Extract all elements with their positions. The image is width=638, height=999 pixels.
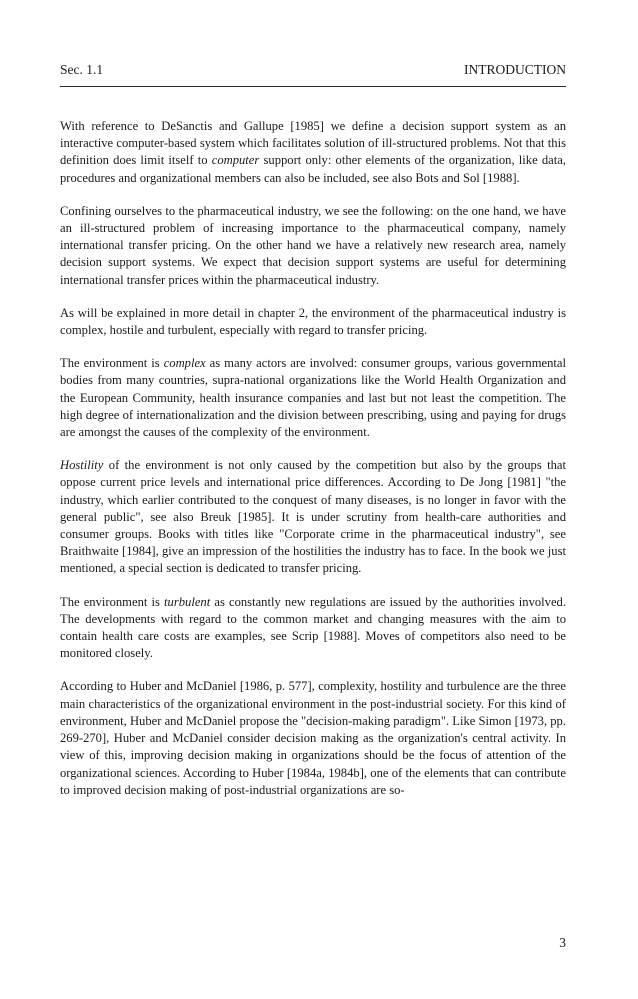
text-run: as many actors are involved: consumer groups, various governmental bodies from many countries, supra-national organizations like the World Health Organization and the European Community, health insurance companies and last but not least the competition. The high degree of internationalization and the division between prescribing, using and paying for drugs are amongst the causes of the complexity of the environment. — [60, 356, 566, 440]
page-number: 3 — [559, 935, 566, 950]
text-run: The environment is — [60, 594, 165, 609]
text-run: as constantly new regulations are issued by the authorities involved. The developments with regard to the common market and changing measures with the aim to contain health care costs are examples, see Scrip [1988]. Moves of competitors also need to be monitored closely. — [60, 594, 566, 661]
header-rule — [60, 86, 566, 87]
running-header — [60, 62, 566, 78]
section-label: Sec. 1.1 — [60, 62, 104, 77]
paragraph — [60, 203, 566, 289]
text-run: The environment is — [60, 356, 164, 371]
text-run: support only: other elements of the organization, like data, procedures and organizational members can also be included, see also Bots and Sol [1988]. — [60, 153, 566, 185]
paragraph — [60, 457, 566, 577]
body-text — [60, 118, 566, 815]
text-run: As will be explained in more detail in chapter 2, the environment of the pharmaceutical industry is complex, hostile and turbulent, especially with regard to transfer pricing. — [60, 305, 566, 338]
chapter-title: INTRODUCTION — [464, 62, 566, 77]
italic-term: turbulent — [164, 594, 211, 609]
text-run: With reference to DeSanctis and Gallupe [1985] we define a decision support system as an interactive computer-based system which facilitates solution of ill-structured problems. Not that this definition does limit itself to — [60, 119, 566, 168]
paragraph — [60, 355, 566, 441]
paragraph — [60, 594, 566, 663]
paragraph — [60, 678, 566, 798]
italic-term: computer — [211, 153, 260, 168]
text-run: According to Huber and McDaniel [1986, p. 577], complexity, hostility and turbulence are the three main characteristics of the organizational environment in the post-industrial society. For this kind of environment, Huber and McDaniel propose the "decision-making paradigm". Like Simon [1973, pp. 269-270], Huber and McDaniel consider decision making as the organization's central activity. In view of this, improving decision making in organizations should be the focus of attention of the organizational sciences. According to Huber [1984a, 1984b], one of the elements that can contribute to improved decision making of post-industrial organizations are so- — [60, 679, 566, 797]
text-run: Confining ourselves to the pharmaceutical industry, we see the following: on the one hand, we have an ill-structured problem of increasing importance to the pharmaceutical company, namely international transfer pricing. On the other hand we have a relatively new research area, namely decision support systems. We expect that decision support systems are useful for determining international transfer prices within the pharmaceutical industry. — [60, 203, 566, 287]
text-run: of the environment is not only caused by the competition but also by the groups that oppose current price levels and international price differences. According to De Jong [1981] "the industry, which earlier contributed to the conquest of many diseases, is no longer in favor with the general public", see also Breuk [1985]. It is under scrutiny from health-care authorities and consumer groups. Books with titles like "Corporate crime in the pharmaceutical industry", see Braithwaite [1984], give an impression of the hostilities the industry has to face. In the book we just mentioned, a special section is dedicated to transfer pricing. — [60, 458, 566, 576]
paragraph — [60, 305, 566, 339]
paragraph — [60, 118, 566, 187]
italic-term: complex — [163, 356, 206, 371]
italic-term: Hostility — [60, 458, 104, 473]
